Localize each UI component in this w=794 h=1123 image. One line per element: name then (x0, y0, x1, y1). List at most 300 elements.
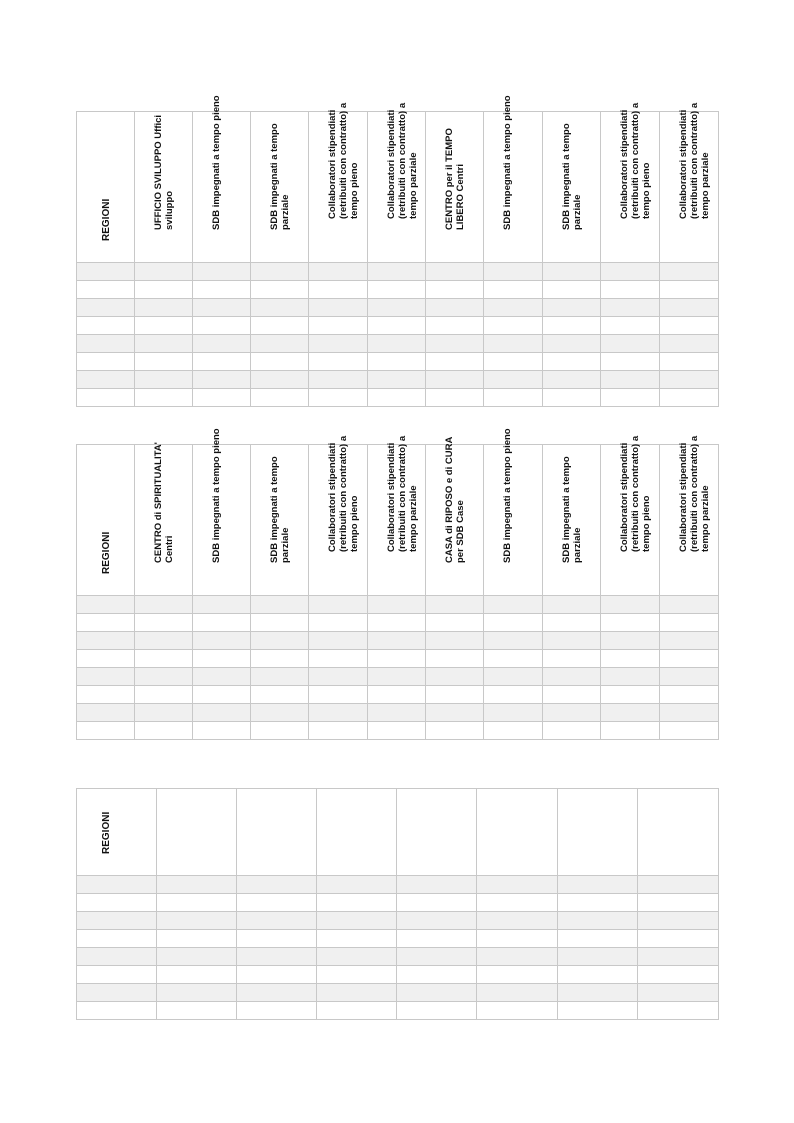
table-row (77, 650, 719, 668)
column-header-label: Collaboratori stipendiati (retribuiti con contratto) a tempo pieno (327, 435, 360, 552)
table-cell[interactable] (77, 966, 157, 984)
table-cell[interactable] (660, 317, 719, 335)
table-cell[interactable] (157, 876, 237, 894)
table-row (77, 632, 719, 650)
column-header-label: SDB impegnati a tempo pieno (502, 95, 513, 230)
table-cell[interactable] (426, 650, 484, 668)
table-row (77, 371, 719, 389)
table-row (77, 722, 719, 740)
table-cell[interactable] (251, 389, 309, 407)
table-cell[interactable] (309, 263, 368, 281)
table-cell[interactable] (237, 1002, 317, 1020)
table-cell[interactable] (543, 650, 601, 668)
table-cell[interactable] (193, 632, 251, 650)
table-cell[interactable] (368, 335, 426, 353)
table-cell[interactable] (317, 894, 397, 912)
table-cell[interactable] (237, 984, 317, 1002)
table-cell[interactable] (237, 948, 317, 966)
table-cell[interactable] (251, 335, 309, 353)
table-cell[interactable] (484, 263, 543, 281)
table-cell[interactable] (368, 614, 426, 632)
table-cell[interactable] (638, 966, 719, 984)
table-cell[interactable] (135, 335, 193, 353)
column-header (543, 112, 601, 263)
table-cell[interactable] (638, 894, 719, 912)
table-cell[interactable] (426, 722, 484, 740)
table-cell[interactable] (309, 614, 368, 632)
table-row (77, 335, 719, 353)
table-cell[interactable] (368, 686, 426, 704)
table-row (77, 389, 719, 407)
table-cell[interactable] (237, 966, 317, 984)
column-header (237, 789, 317, 876)
table-cell[interactable] (397, 984, 477, 1002)
table-cell[interactable] (77, 1002, 157, 1020)
table-cell[interactable] (193, 614, 251, 632)
table-cell[interactable] (193, 335, 251, 353)
table-cell[interactable] (251, 371, 309, 389)
table-cell[interactable] (638, 948, 719, 966)
table-cell[interactable] (237, 894, 317, 912)
table-cell[interactable] (484, 704, 543, 722)
table-cell[interactable] (157, 930, 237, 948)
table-cell[interactable] (193, 686, 251, 704)
table-cell[interactable] (543, 317, 601, 335)
table-cell[interactable] (477, 948, 558, 966)
table-cell[interactable] (484, 650, 543, 668)
table-cell[interactable] (543, 632, 601, 650)
table-cell[interactable] (157, 966, 237, 984)
table-cell[interactable] (77, 281, 135, 299)
column-header (426, 112, 484, 263)
table-cell[interactable] (477, 930, 558, 948)
table-cell[interactable] (135, 614, 193, 632)
table-row (77, 948, 719, 966)
table-cell[interactable] (193, 722, 251, 740)
table-cell[interactable] (135, 704, 193, 722)
column-header (157, 789, 237, 876)
column-header-label (415, 774, 426, 854)
column-header-label: CASA di RIPOSO e di CURA per SDB Case (444, 437, 466, 563)
table-cell[interactable] (77, 894, 157, 912)
table-cell[interactable] (317, 966, 397, 984)
table-cell[interactable] (638, 876, 719, 894)
table-cell[interactable] (251, 722, 309, 740)
table-cell[interactable] (484, 389, 543, 407)
table-cell[interactable] (309, 371, 368, 389)
table-cell[interactable] (135, 632, 193, 650)
table-cell[interactable] (601, 668, 660, 686)
table-cell[interactable] (77, 299, 135, 317)
table-cell[interactable] (193, 371, 251, 389)
table-cell[interactable] (543, 668, 601, 686)
table-cell[interactable] (543, 263, 601, 281)
table-cell[interactable] (543, 596, 601, 614)
table-cell[interactable] (660, 614, 719, 632)
table-cell[interactable] (309, 335, 368, 353)
table-cell[interactable] (426, 614, 484, 632)
table-cell[interactable] (543, 353, 601, 371)
column-header-label: SDB impegnati a tempo parziale (561, 123, 583, 230)
table-cell[interactable] (397, 876, 477, 894)
table-cell[interactable] (426, 686, 484, 704)
column-header-label: Collaboratori stipendiati (retribuiti con contratto) a tempo pieno (327, 102, 360, 219)
table-cell[interactable] (426, 353, 484, 371)
table-cell[interactable] (543, 371, 601, 389)
table-cell[interactable] (251, 353, 309, 371)
table-row (77, 614, 719, 632)
table-cell[interactable] (484, 668, 543, 686)
table-cell[interactable] (77, 317, 135, 335)
table-cell[interactable] (135, 596, 193, 614)
header-row (77, 112, 719, 263)
table-cell[interactable] (193, 668, 251, 686)
table-cell[interactable] (426, 299, 484, 317)
table-cell[interactable] (397, 930, 477, 948)
column-header-label: REGIONI (101, 811, 112, 854)
table-cell[interactable] (660, 686, 719, 704)
table-cell[interactable] (368, 299, 426, 317)
table-cell[interactable] (484, 632, 543, 650)
table-cell[interactable] (309, 686, 368, 704)
column-header-label (576, 774, 587, 854)
table-row (77, 668, 719, 686)
table-cell[interactable] (660, 371, 719, 389)
table-cell[interactable] (193, 596, 251, 614)
table-cell[interactable] (426, 704, 484, 722)
table-cell[interactable] (426, 668, 484, 686)
table-cell[interactable] (157, 948, 237, 966)
table-cell[interactable] (77, 596, 135, 614)
table-cell[interactable] (77, 335, 135, 353)
table-cell[interactable] (368, 668, 426, 686)
table-cell[interactable] (193, 389, 251, 407)
table-cell[interactable] (484, 614, 543, 632)
table-cell[interactable] (484, 371, 543, 389)
table-cell[interactable] (77, 353, 135, 371)
table-cell[interactable] (368, 722, 426, 740)
table-cell[interactable] (135, 722, 193, 740)
column-header (484, 95, 543, 263)
column-header-label: Collaboratori stipendiati (retribuiti con contratto) a tempo parziale (678, 102, 711, 219)
table-cell[interactable] (660, 353, 719, 371)
table-cell[interactable] (368, 353, 426, 371)
table-cell[interactable] (135, 299, 193, 317)
table-cell[interactable] (426, 281, 484, 299)
table-cell[interactable] (558, 966, 638, 984)
column-header (193, 95, 251, 263)
table-cell[interactable] (543, 335, 601, 353)
table-cell[interactable] (309, 722, 368, 740)
table-cell[interactable] (77, 371, 135, 389)
table-cell[interactable] (543, 299, 601, 317)
table-row (77, 596, 719, 614)
table-cell[interactable] (426, 335, 484, 353)
table-cell[interactable] (638, 930, 719, 948)
table-cell[interactable] (601, 281, 660, 299)
column-header (193, 428, 251, 596)
table-cell[interactable] (251, 317, 309, 335)
table-cell[interactable] (251, 614, 309, 632)
table-cell[interactable] (77, 876, 157, 894)
table-cell[interactable] (477, 1002, 558, 1020)
table-cell[interactable] (77, 912, 157, 930)
table-cell[interactable] (251, 632, 309, 650)
table-cell[interactable] (660, 668, 719, 686)
table-cell[interactable] (77, 948, 157, 966)
column-header-label: SDB impegnati a tempo pieno (502, 428, 513, 563)
table-cell[interactable] (237, 912, 317, 930)
table-cell[interactable] (397, 912, 477, 930)
table-row (77, 966, 719, 984)
table-cell[interactable] (193, 299, 251, 317)
table-row (77, 299, 719, 317)
table-row (77, 263, 719, 281)
table-cell[interactable] (77, 722, 135, 740)
table-cell[interactable] (543, 614, 601, 632)
table-cell[interactable] (77, 984, 157, 1002)
table-3 (76, 788, 719, 1020)
table-cell[interactable] (426, 263, 484, 281)
table-cell[interactable] (251, 668, 309, 686)
table-cell[interactable] (251, 704, 309, 722)
table-cell[interactable] (558, 1002, 638, 1020)
table-cell[interactable] (601, 353, 660, 371)
table-cell[interactable] (558, 876, 638, 894)
table-cell[interactable] (193, 704, 251, 722)
table-cell[interactable] (558, 984, 638, 1002)
table-cell[interactable] (601, 371, 660, 389)
table-cell[interactable] (309, 281, 368, 299)
table-cell[interactable] (397, 894, 477, 912)
column-header (135, 442, 193, 596)
table-cell[interactable] (601, 686, 660, 704)
table-cell[interactable] (484, 596, 543, 614)
table-cell[interactable] (426, 317, 484, 335)
table-cell[interactable] (484, 335, 543, 353)
table-cell[interactable] (193, 281, 251, 299)
table-cell[interactable] (237, 930, 317, 948)
table-cell[interactable] (237, 876, 317, 894)
column-header-label (255, 774, 266, 854)
table-cell[interactable] (426, 632, 484, 650)
column-header (477, 789, 558, 876)
table-cell[interactable] (157, 912, 237, 930)
table-cell[interactable] (601, 335, 660, 353)
table-cell[interactable] (193, 353, 251, 371)
table-cell[interactable] (135, 281, 193, 299)
table-cell[interactable] (309, 299, 368, 317)
table-cell[interactable] (543, 389, 601, 407)
table-cell[interactable] (477, 894, 558, 912)
table-row (77, 876, 719, 894)
table-1 (76, 95, 719, 407)
table-cell[interactable] (135, 389, 193, 407)
table-cell[interactable] (660, 299, 719, 317)
table-cell[interactable] (368, 317, 426, 335)
table-cell[interactable] (484, 686, 543, 704)
table-cell[interactable] (77, 389, 135, 407)
table-cell[interactable] (157, 1002, 237, 1020)
table-cell[interactable] (368, 596, 426, 614)
column-header (368, 435, 426, 596)
table-cell[interactable] (660, 632, 719, 650)
column-header-label: Collaboratori stipendiati (retribuiti con contratto) a tempo parziale (386, 102, 419, 219)
table-cell[interactable] (135, 668, 193, 686)
table-cell[interactable] (601, 263, 660, 281)
table-cell[interactable] (77, 650, 135, 668)
table-cell[interactable] (660, 281, 719, 299)
table-cell[interactable] (251, 299, 309, 317)
table-cell[interactable] (251, 650, 309, 668)
table-cell[interactable] (543, 281, 601, 299)
table-cell[interactable] (251, 263, 309, 281)
table-cell[interactable] (601, 596, 660, 614)
column-header-regioni (77, 112, 135, 263)
table-cell[interactable] (77, 614, 135, 632)
table-cell[interactable] (477, 876, 558, 894)
column-header-label (737, 774, 748, 854)
table-cell[interactable] (309, 353, 368, 371)
table-row (77, 353, 719, 371)
table-cell[interactable] (638, 984, 719, 1002)
table-cell[interactable] (558, 894, 638, 912)
table-cell[interactable] (309, 668, 368, 686)
table-cell[interactable] (193, 317, 251, 335)
table-cell[interactable] (484, 299, 543, 317)
table-cell[interactable] (309, 317, 368, 335)
table-cell[interactable] (426, 371, 484, 389)
table-cell[interactable] (135, 317, 193, 335)
table-cell[interactable] (368, 389, 426, 407)
table-cell[interactable] (309, 704, 368, 722)
column-header (317, 789, 397, 876)
table-cell[interactable] (601, 722, 660, 740)
table-cell[interactable] (660, 263, 719, 281)
table-cell[interactable] (601, 389, 660, 407)
table-cell[interactable] (601, 299, 660, 317)
table-cell[interactable] (309, 650, 368, 668)
table-2 (76, 428, 719, 740)
table-cell[interactable] (309, 596, 368, 614)
column-header (135, 112, 193, 263)
table-cell[interactable] (317, 930, 397, 948)
table-cell[interactable] (397, 1002, 477, 1020)
table-cell[interactable] (368, 632, 426, 650)
table-cell[interactable] (477, 912, 558, 930)
table-cell[interactable] (601, 632, 660, 650)
table-cell[interactable] (397, 948, 477, 966)
table-cell[interactable] (660, 650, 719, 668)
table-cell[interactable] (317, 984, 397, 1002)
table-cell[interactable] (558, 912, 638, 930)
column-header-label: SDB impegnati a tempo parziale (269, 456, 291, 563)
table-cell[interactable] (317, 876, 397, 894)
table-cell[interactable] (77, 632, 135, 650)
table-cell[interactable] (193, 650, 251, 668)
table-cell[interactable] (397, 966, 477, 984)
table-cell[interactable] (477, 984, 558, 1002)
table-cell[interactable] (638, 912, 719, 930)
table-cell[interactable] (251, 281, 309, 299)
table-cell[interactable] (426, 596, 484, 614)
table-cell[interactable] (477, 966, 558, 984)
column-header-regioni (77, 445, 135, 596)
table-cell[interactable] (601, 650, 660, 668)
table-row (77, 930, 719, 948)
table-cell[interactable] (317, 948, 397, 966)
table-cell[interactable] (317, 912, 397, 930)
table-cell[interactable] (558, 948, 638, 966)
table-cell[interactable] (77, 930, 157, 948)
table-cell[interactable] (638, 1002, 719, 1020)
table-cell[interactable] (368, 650, 426, 668)
table-cell[interactable] (157, 984, 237, 1002)
table-cell[interactable] (368, 263, 426, 281)
table-cell[interactable] (135, 650, 193, 668)
table-cell[interactable] (251, 686, 309, 704)
table-cell[interactable] (135, 263, 193, 281)
column-header (543, 445, 601, 596)
column-header-label (175, 774, 186, 854)
table-cell[interactable] (135, 353, 193, 371)
column-header (660, 102, 719, 263)
table-row (77, 317, 719, 335)
table-cell[interactable] (484, 281, 543, 299)
column-header-label (495, 774, 506, 854)
table-cell[interactable] (77, 668, 135, 686)
table-cell[interactable] (660, 722, 719, 740)
column-header-label: SDB impegnati a tempo parziale (561, 456, 583, 563)
table-cell[interactable] (543, 722, 601, 740)
table-cell[interactable] (543, 704, 601, 722)
table-cell[interactable] (484, 353, 543, 371)
table-cell[interactable] (660, 596, 719, 614)
table-cell[interactable] (309, 389, 368, 407)
table-row (77, 894, 719, 912)
table-cell[interactable] (157, 894, 237, 912)
table-cell[interactable] (484, 317, 543, 335)
column-header (368, 102, 426, 263)
table-cell[interactable] (601, 614, 660, 632)
table-cell[interactable] (484, 722, 543, 740)
table-cell[interactable] (135, 371, 193, 389)
table-cell[interactable] (368, 281, 426, 299)
column-header (426, 437, 484, 596)
table-cell[interactable] (660, 704, 719, 722)
table-cell[interactable] (601, 317, 660, 335)
table-cell[interactable] (660, 389, 719, 407)
table-cell[interactable] (135, 686, 193, 704)
table-cell[interactable] (77, 686, 135, 704)
table-cell[interactable] (77, 704, 135, 722)
table-cell[interactable] (426, 389, 484, 407)
column-header-label: REGIONI (101, 198, 112, 241)
table-cell[interactable] (309, 632, 368, 650)
table-cell[interactable] (368, 704, 426, 722)
table-cell[interactable] (543, 686, 601, 704)
table-cell[interactable] (251, 596, 309, 614)
table-cell[interactable] (368, 371, 426, 389)
column-header-label (656, 774, 667, 854)
table-cell[interactable] (558, 930, 638, 948)
table-cell[interactable] (660, 335, 719, 353)
table-cell[interactable] (601, 704, 660, 722)
table-cell[interactable] (77, 263, 135, 281)
column-header-label: SDB impegnati a tempo parziale (269, 123, 291, 230)
table-cell[interactable] (193, 263, 251, 281)
table-cell[interactable] (317, 1002, 397, 1020)
